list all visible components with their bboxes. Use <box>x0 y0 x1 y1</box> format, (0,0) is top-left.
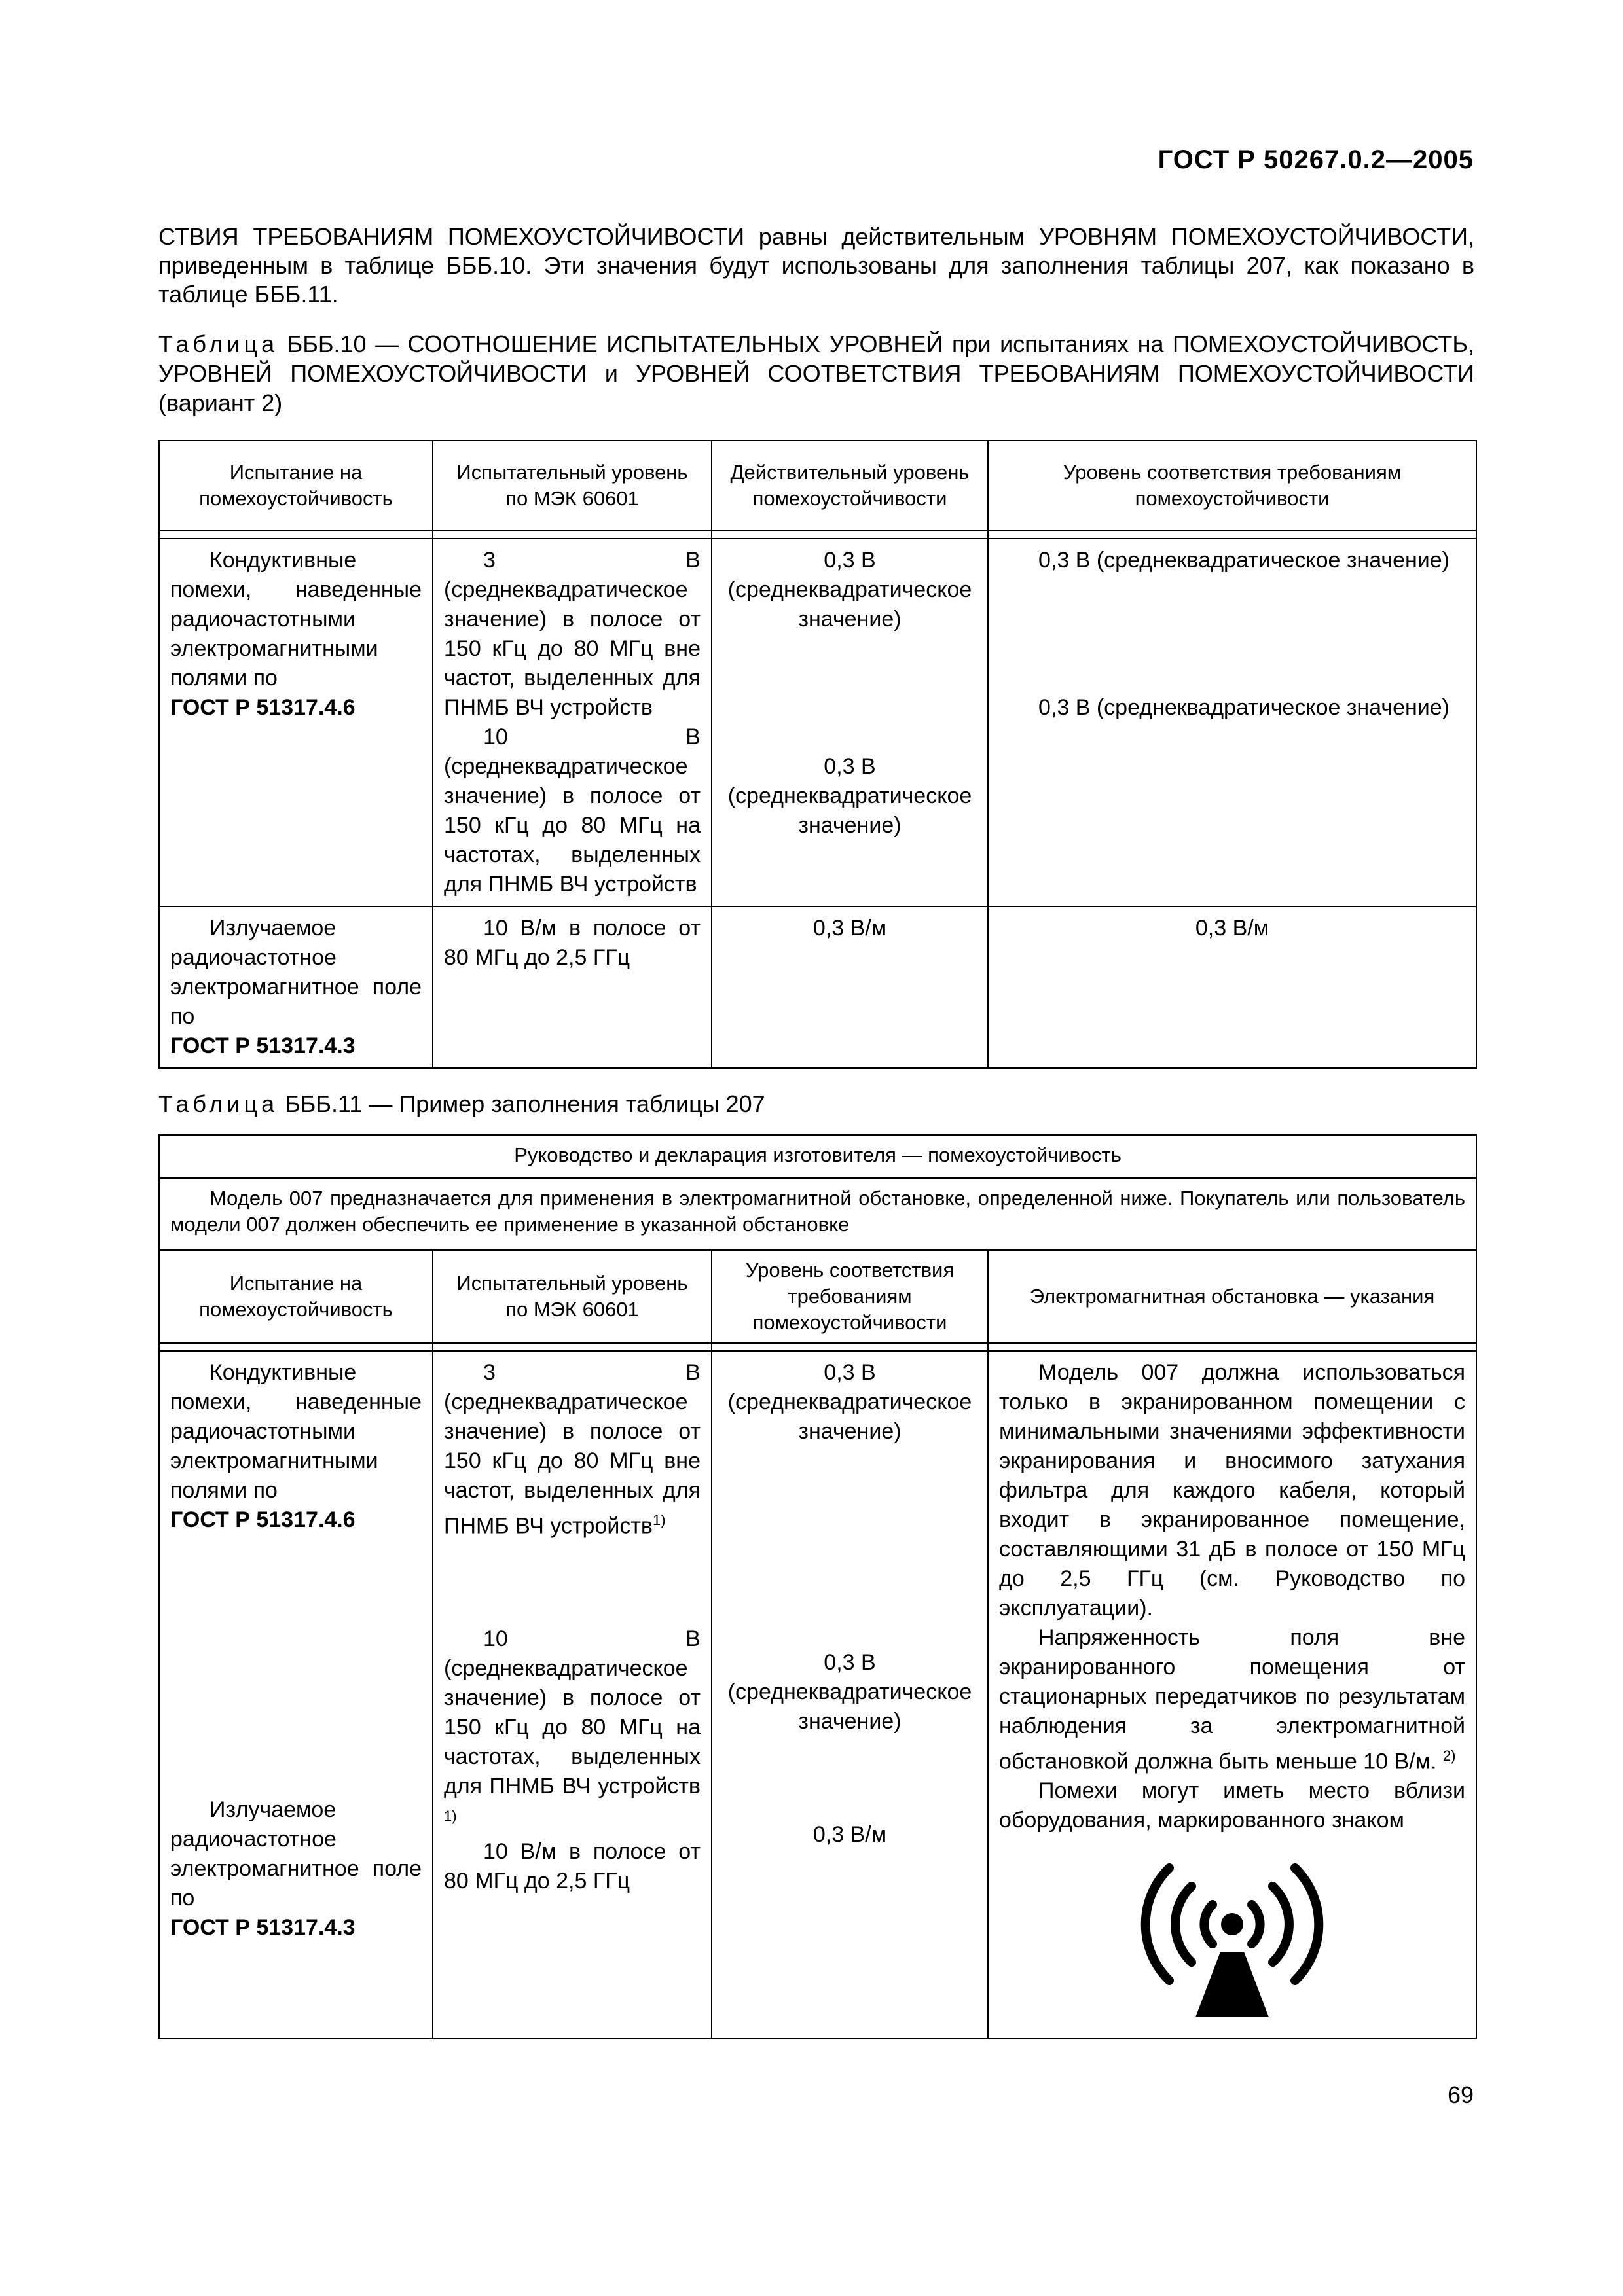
table10-label: Таблица <box>158 331 279 357</box>
table10-header-row <box>159 440 1476 531</box>
level-cell: 10 В/м в полосе от 80 МГц до 2,5 ГГц <box>433 906 712 1068</box>
test-standard: ГОСТ Р 51317.4.3 <box>170 1033 356 1058</box>
table11-col-test: Испытание на помехоустойчивость <box>159 1250 433 1343</box>
guidance-p2: Напряженность поля вне экранированного помещения от стационарных передатчиков по результатам наблюдения за электромагнитной обстановкой должна быть меньше 10 В/м. $^{2)}$ <box>999 1625 1466 1774</box>
table11-label: Таблица <box>158 1090 279 1117</box>
declaration-statement: Модель 007 предназначается для применения в электромагнитной обстановке, определенной ниже. Покупатель или пользователь модели 007 должен обеспечить ее применение в указанной обстановке <box>159 1178 1476 1250</box>
compliance-cell <box>712 1351 988 2039</box>
footnote-ref: 2) <box>1442 1748 1456 1764</box>
guidance-cell <box>988 1351 1476 2039</box>
table11-header-row <box>159 1250 1476 1343</box>
compliance-radiated: 0,3 В/м <box>812 1822 887 1847</box>
actual-cell: 0,3 В/м <box>712 906 988 1068</box>
table10-title: БББ.10 — СООТНОШЕНИЕ ИСПЫТАТЕЛЬНЫХ УРОВНЕЙ при испытаниях на ПОМЕХОУСТОЙЧИВОСТЬ, УРОВНЕЙ ПОМЕХОУСТОЙЧИВОСТИ и УРОВНЕЙ СООТВЕТСТВИЯ ТРЕБОВАНИЯМ ПОМЕХОУСТОЙЧИВОСТИ (вариант 2) <box>158 331 1474 416</box>
actual-b: 0,3 В (среднеквадратическое значение) <box>727 754 972 838</box>
test-standard: ГОСТ Р 51317.4.6 <box>170 695 356 720</box>
level-a: 3 В (среднеквадратическое значение) в полосе от 150 кГц до 80 МГц вне частот, выделенных для ПНМБ ВЧ устройств$^{1)}$ <box>444 1360 701 1539</box>
compliance-cell: 0,3 В/м <box>988 906 1476 1068</box>
level-b: 10 В (среднеквадратическое значение) в полосе от 150 кГц до 80 МГц на частотах, выделенных для ПНМБ ВЧ устройств <box>444 725 701 897</box>
table10-col-actual: Действительный уровень помехоустойчивости <box>712 440 988 531</box>
table11-col-level: Испытательный уровень по МЭК 60601 <box>433 1250 712 1343</box>
compliance-a: 0,3 В (среднеквадратическое значение) <box>727 1360 972 1444</box>
non-ionizing-radiation-icon <box>999 1854 1465 2032</box>
test-name-radiated: Излучаемое радиочастотное электромагнитное поле по ГОСТ Р 51317.4.3 <box>170 1797 422 1940</box>
declaration-banner: Руководство и декларация изготовителя — помехоустойчивость <box>159 1135 1476 1178</box>
table10-col-compliance: Уровень соответствия требованиям помехоустойчивости <box>988 440 1476 531</box>
table-bbb10 <box>158 440 1477 1069</box>
table-bbb11 <box>158 1134 1477 2039</box>
table10-caption <box>158 329 1474 418</box>
page-number: 69 <box>1447 2081 1474 2108</box>
table10-col-test: Испытание на помехоустойчивость <box>159 440 433 531</box>
table11-caption <box>158 1090 765 1118</box>
table11-title: БББ.11 — Пример заполнения таблицы 207 <box>278 1090 765 1117</box>
table11-col-compliance: Уровень соответствия требованиям помехоустойчивости <box>712 1250 988 1343</box>
footnote-ref: 1) <box>652 1512 666 1528</box>
test-cell <box>159 906 433 1068</box>
standard-number: ГОСТ Р 50267.0.2—2005 <box>1158 145 1474 174</box>
actual-cell <box>712 539 988 906</box>
test-name: Излучаемое радиочастотное электромагнитное поле по <box>170 916 422 1029</box>
intro-paragraph: СТВИЯ ТРЕБОВАНИЯМ ПОМЕХОУСТОЙЧИВОСТИ равны действительным УРОВНЯМ ПОМЕХОУСТОЙЧИВОСТИ, приведенным в таблице БББ.10. Эти значения будут использованы для заполнения таблицы 207, как показано в таблице БББ.11. <box>158 223 1474 308</box>
level-cell <box>433 539 712 906</box>
table-row <box>159 1351 1476 2039</box>
test-standard: ГОСТ Р 51317.4.6 <box>170 1507 356 1532</box>
actual-a: 0,3 В (среднеквадратическое значение) <box>727 548 972 632</box>
table-row <box>159 539 1476 906</box>
footnote-ref: 1) <box>444 1808 457 1825</box>
level-cell <box>433 1351 712 2039</box>
compliance-cell <box>988 539 1476 906</box>
table10-col-level: Испытательный уровень по МЭК 60601 <box>433 440 712 531</box>
table-row <box>159 906 1476 1068</box>
compliance-b: 0,3 В (среднеквадратическое значение) <box>727 1650 972 1734</box>
level-radiated: 10 В/м в полосе от 80 МГц до 2,5 ГГц <box>444 1839 701 1893</box>
test-name-conducted: Кондуктивные помехи, наведенные радиочастотными электромагнитными полями по ГОСТ Р 51317.4.6 <box>170 1360 422 1532</box>
test-cell <box>159 539 433 906</box>
guidance-p3: Помехи могут иметь место вблизи оборудования, маркированного знаком <box>999 1778 1466 1833</box>
table11-col-guidance: Электромагнитная обстановка — указания <box>988 1250 1476 1343</box>
test-standard: ГОСТ Р 51317.4.3 <box>170 1915 356 1940</box>
compliance-b: 0,3 В (среднеквадратическое значение) <box>1038 695 1450 720</box>
level-b: 10 В (среднеквадратическое значение) в полосе от 150 кГц до 80 МГц на частотах, выделенных для ПНМБ ВЧ устройств $^{1)}$ <box>444 1626 701 1825</box>
test-name: Кондуктивные помехи, наведенные радиочастотными электромагнитными полями по <box>170 548 422 691</box>
test-cell <box>159 1351 433 2039</box>
guidance-p1: Модель 007 должна использоваться только в экранированном помещении с минимальными значениями эффективности экранирования и вносимого затухания фильтра для каждого кабеля, который входит в экранированное помещение, составляющими 31 дБ в полосе от 150 МГц до 2,5 ГГц (см. Руководство по эксплуатации). <box>999 1360 1466 1621</box>
compliance-a: 0,3 В (среднеквадратическое значение) <box>1038 548 1450 573</box>
level-a: 3 В (среднеквадратическое значение) в полосе от 150 кГц до 80 МГц вне частот, выделенных для ПНМБ ВЧ устройств <box>444 548 701 720</box>
